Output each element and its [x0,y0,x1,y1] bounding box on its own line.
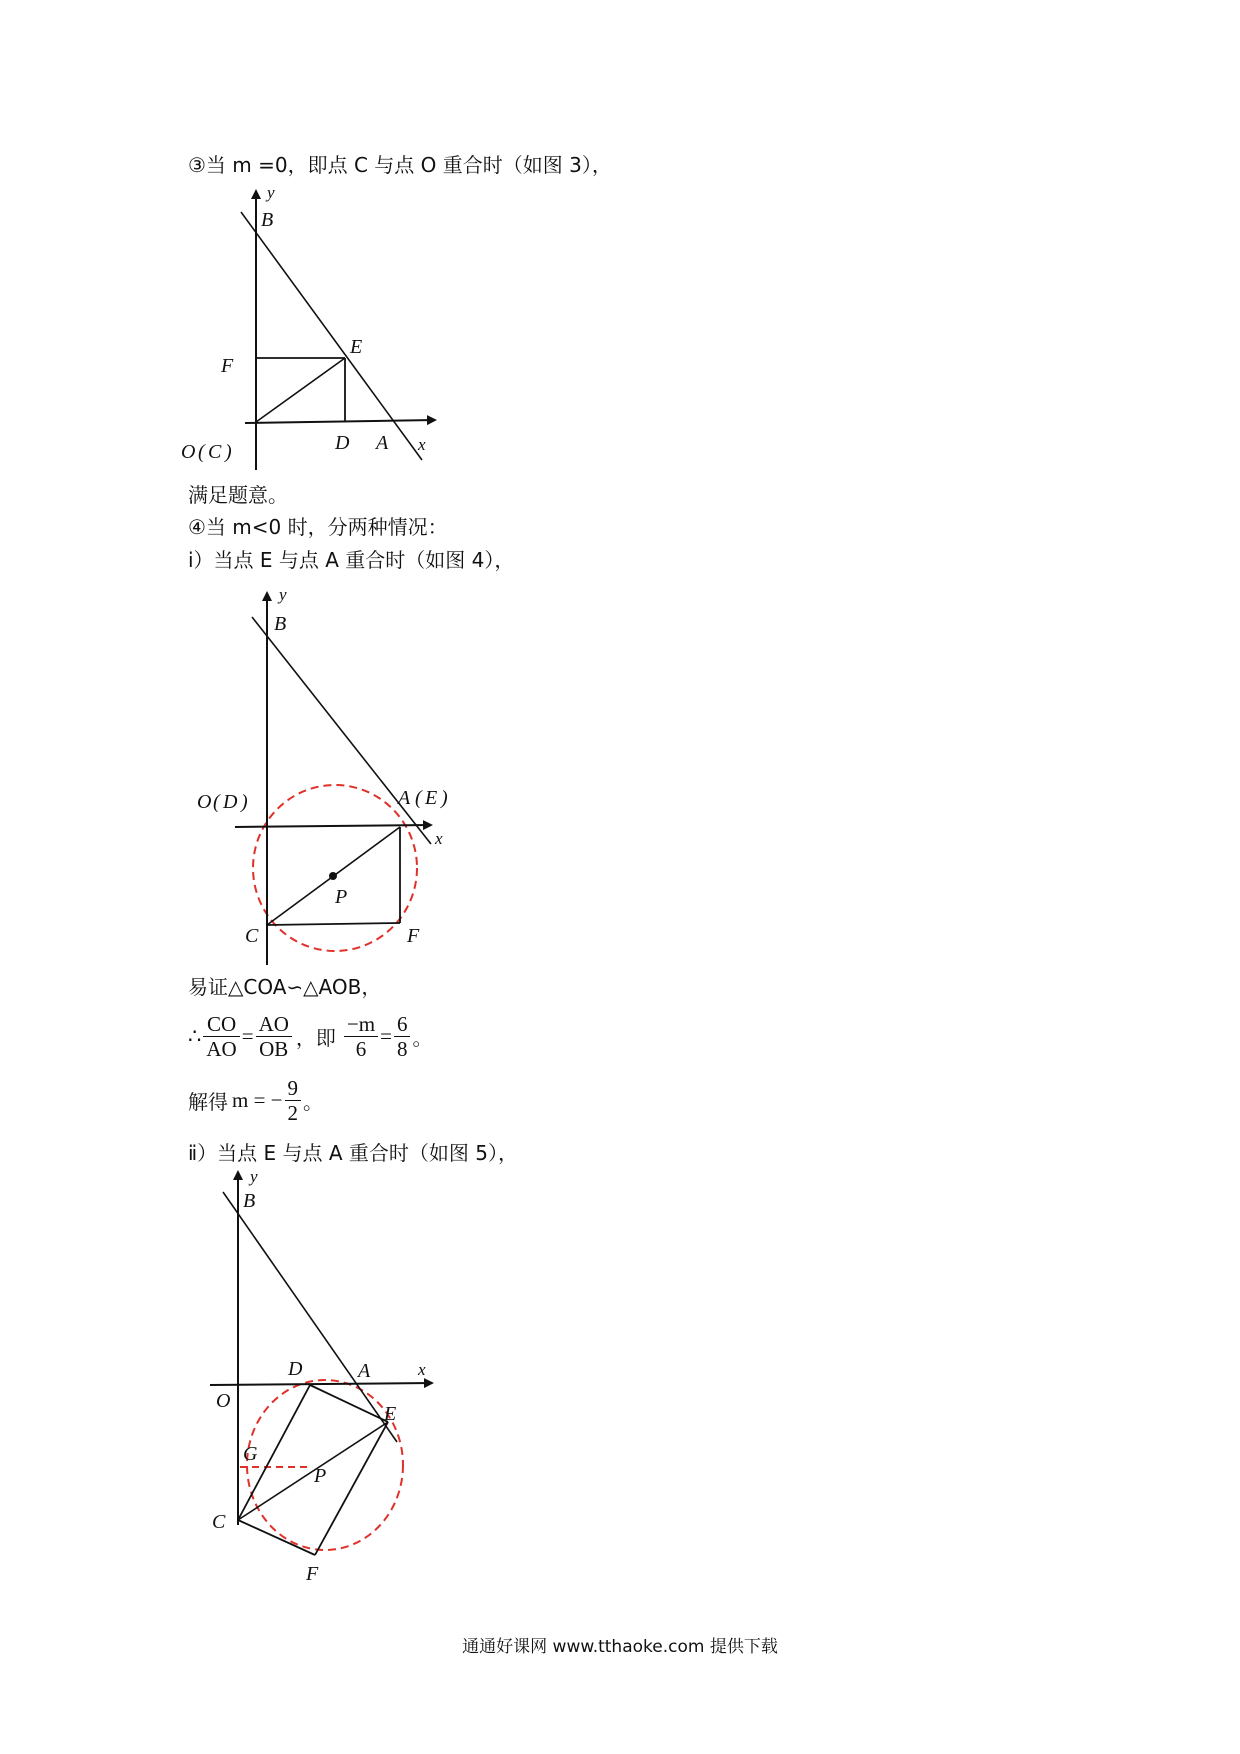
fig4-paren-open-2: ( [415,787,422,809]
comma-ji: ，即 [295,1025,336,1050]
fig5-f-label: F [306,1563,319,1585]
fig5-b-label: B [243,1190,256,1212]
segment-ce [238,1422,388,1520]
segment-oe [256,358,345,422]
fig4-y-label: y [279,585,287,604]
case3-heading: ③当 m =0，即点 C 与点 O 重合时（如图 3）， [188,153,612,177]
fraction-co-ao: $\frac{CO}{AO}$ [203,1012,239,1061]
page-footer: 通通好课网 www.tthaoke.com 提供下载 [462,1637,778,1657]
fig5-x-label: x [418,1360,426,1379]
fig3-o-label: O [181,441,196,463]
fig5-g-label: G [243,1443,258,1465]
fig4-d-label: D [223,791,238,813]
figure-4 [195,585,465,970]
fig5-y-label: y [250,1167,258,1186]
case4-ii-heading: ⅱ）当点 E 与点 A 重合时（如图 5）， [188,1141,518,1165]
segment-fc [238,1520,315,1555]
segment-de [310,1385,388,1422]
equals-sign: = [241,1023,254,1048]
fig3-c-label: C [208,441,222,463]
fig3-a-label: A [376,432,389,454]
solve-prefix: 解得 [188,1089,228,1114]
segment-cf [267,923,400,925]
fig4-o-label: O [197,791,212,813]
fig4-x-label: x [435,829,443,848]
fig4-paren-open: ( [213,791,220,813]
fig3-y-label: y [267,183,275,202]
fig5-e-label: E [384,1403,397,1425]
case4-i-heading: ⅰ）当点 E 与点 A 重合时（如图 4）， [188,548,515,572]
fig3-f-label: F [221,355,234,377]
fraction-neg-m-6: $\frac{-m}{6}$ [344,1012,378,1061]
case3-conclusion: 满足题意。 [188,483,288,507]
proportion-equation [188,1004,432,1068]
line-ab [223,1192,397,1442]
fig3-paren-open: ( [198,441,205,463]
fig5-d-label: D [288,1358,303,1380]
solution-equation [188,1068,323,1132]
fig5-a-label: A [358,1360,371,1382]
point-p-dot [329,872,337,880]
dashed-circle [253,785,417,951]
fig3-d-label: D [335,432,350,454]
fig3-e-label: E [350,336,363,358]
line-ab [252,617,431,844]
similar-statement: 易证△COA∽△AOB， [188,975,382,999]
therefore-symbol: ∴ [188,1023,202,1048]
segment-ef [315,1422,388,1555]
fig3-x-label: x [418,435,426,454]
fraction-9-2: $\frac{9}{2}$ [285,1076,302,1125]
fig4-paren-close-2: ) [441,787,448,809]
fig4-e-label: E [425,787,438,809]
case4-heading: ④当 m<0 时，分两种情况： [188,515,448,539]
x-axis-line [210,1383,432,1385]
m-equals: m = − [232,1087,283,1112]
fig5-o-label: O [216,1390,231,1412]
fraction-ao-ob: $\frac{AO}{OB}$ [256,1012,292,1061]
fig5-p-label: P [314,1465,327,1487]
fig5-c-label: C [212,1511,226,1533]
figure-5 [200,1167,450,1590]
fig4-f-label: F [407,925,420,947]
period-2: 。 [303,1089,324,1114]
figure-3 [181,183,445,478]
fig4-p-label: P [335,886,348,908]
fig4-c-label: C [245,925,259,947]
fraction-6-8: $\frac{6}{8}$ [394,1012,411,1061]
fig3-b-label: B [261,209,274,231]
equals-sign-2: = [380,1023,392,1048]
fig3-paren-close: ) [225,441,232,463]
period: 。 [412,1025,433,1050]
x-axis-line [245,420,435,423]
fig4-paren-close: ) [241,791,248,813]
fig4-a-label: A [398,787,411,809]
fig4-b-label: B [274,613,287,635]
